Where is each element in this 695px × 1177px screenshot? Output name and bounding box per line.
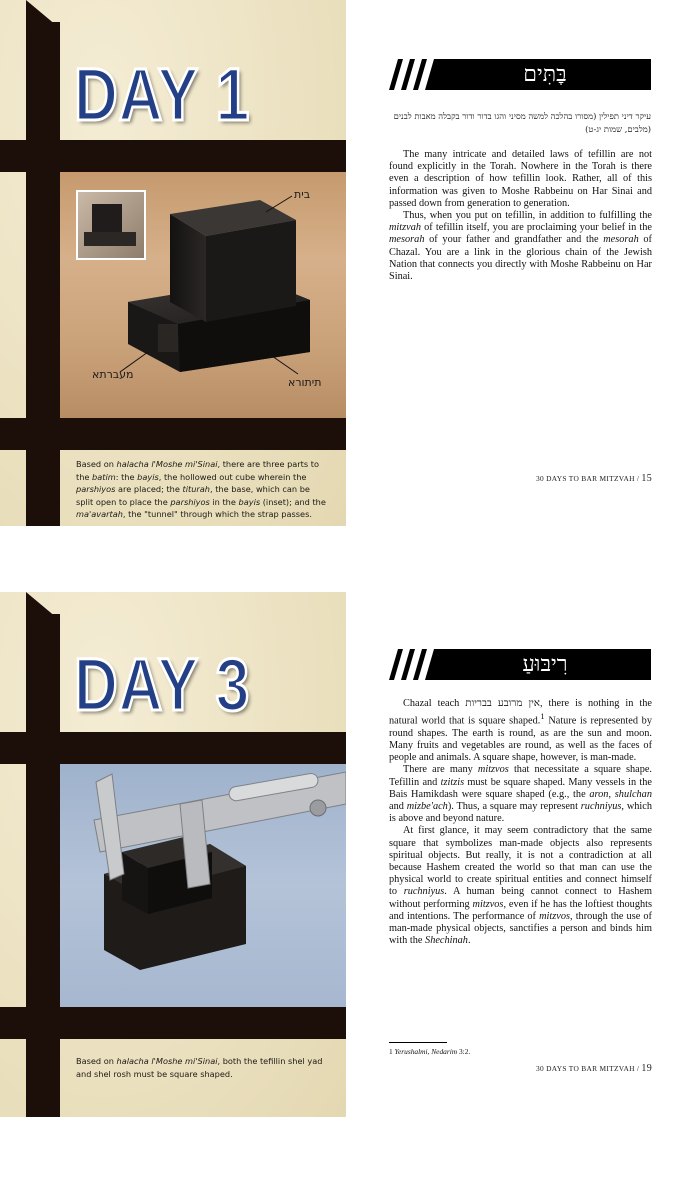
day-title: DAY 3 — [74, 643, 251, 726]
photo-caption: Based on halacha l'Moshe mi'Sinai, there are three parts to the batim: the bayis, the hollowed out cube wherein the parshiyos are placed; the titurah, the base, which can be split open to place the parshiyos in the bayis (inset); and the ma'avartah, the "tunnel" through which the strap passes. — [76, 459, 326, 520]
stripes-icon — [389, 59, 441, 90]
spread-day-3 — [0, 592, 695, 1117]
body-paragraph: Thus, when you put on tefillin, in addition to fulfilling the mitzvah of tefillin itself, you are proclaiming your belief in the mesorah of your father and grandfather and the mesorah of Chazal. You are a link in the glorious chain of the Jewish Nation that connects you directly with Moshe Rabbeinu on Har Sinai. — [389, 210, 652, 283]
section-heading-band — [389, 59, 651, 90]
body-text — [389, 698, 652, 947]
label-leader-lines — [60, 172, 346, 418]
hebrew-heading: רִיבּוּעַ — [439, 649, 651, 680]
book-title: 30 DAYS TO BAR MITZVAH — [536, 1064, 635, 1073]
footnote-rule — [389, 1042, 447, 1043]
photo-caption: Based on halacha l'Moshe mi'Sinai, both the tefillin shel yad and shel rosh must be square shaped. — [76, 1056, 323, 1079]
page-footer: 30 DAYS TO BAR MITZVAH / 15 — [536, 473, 652, 484]
tefillin-photo — [60, 172, 346, 418]
page-footer: 30 DAYS TO BAR MITZVAH / 19 — [536, 1063, 652, 1074]
hebrew-heading: בׇּתִּים — [439, 59, 651, 90]
book-title: 30 DAYS TO BAR MITZVAH — [536, 474, 635, 483]
page-number: 15 — [641, 473, 652, 484]
left-page — [0, 0, 346, 526]
body-paragraph: At first glance, it may seem contradictory that the same square that symbolizes man-made objects also represents spiritual objects. But really, it is not a contradiction at all because Hashem created the world so that man can use the physical world to create spiritual entities and connect himself to ruchniyus. A human being cannot connect to Hashem without performing mitzvos, even if he has the loftiest thoughts and intentions. The performance of mitzvos, through the use of man-made physical objects, sanctifies a person and binds him with the Shechinah. — [389, 825, 652, 947]
page-number: 19 — [641, 1063, 652, 1074]
frame-vertical-bar — [26, 22, 60, 526]
section-heading-band — [389, 649, 651, 680]
frame-vertical-bar — [26, 614, 60, 1117]
day-title: DAY 1 — [74, 53, 251, 136]
stripes-icon — [389, 649, 441, 680]
spread-day-1 — [0, 0, 695, 526]
footnote: 1 Yerushalmi, Nedarim 3:2. — [389, 1047, 471, 1056]
caliper-illustration — [60, 764, 346, 1007]
label-bayis: בית — [294, 188, 311, 201]
caliper-photo — [60, 764, 346, 1007]
hebrew-source-quote: עיקר דיני תפילין (מסורו בהלכה למשה מסיני והגו בדור ודור בקבלה מאבות לבנים (מלבים, שמות יג-ט) — [393, 111, 651, 134]
label-maavarta: מעברתא — [92, 368, 134, 381]
body-paragraph: The many intricate and detailed laws of tefillin are not found explicitly in the Torah. Nowhere in the Torah is there even a description of how tefillin look. Rather, all of this information was given to Moshe Rabbeinu on Har Sinai and passed down from generation to generation. — [389, 149, 652, 209]
label-titura: תיתורא — [288, 376, 322, 389]
left-page — [0, 592, 346, 1117]
body-paragraph: Chazal teach אין מרובע בבריות, there is nothing in the natural world that is square shaped.$^1$ Nature is represented by round shapes. The earth is round, as are the sun and moon. Many fruits and vegetables are round, as well as the faces of people and animals. A square shape, however, is man-made. — [389, 698, 652, 764]
body-paragraph: There are many mitzvos that necessitate a square shape. Tefillin and tzitzis must be square shaped. Many vessels in the Bais Hamikdash were square shaped (e.g., the aron, shulchan and mizbe'ach). Thus, a square may represent ruchniyus, which is above and beyond nature. — [389, 764, 652, 825]
body-text — [389, 149, 652, 283]
